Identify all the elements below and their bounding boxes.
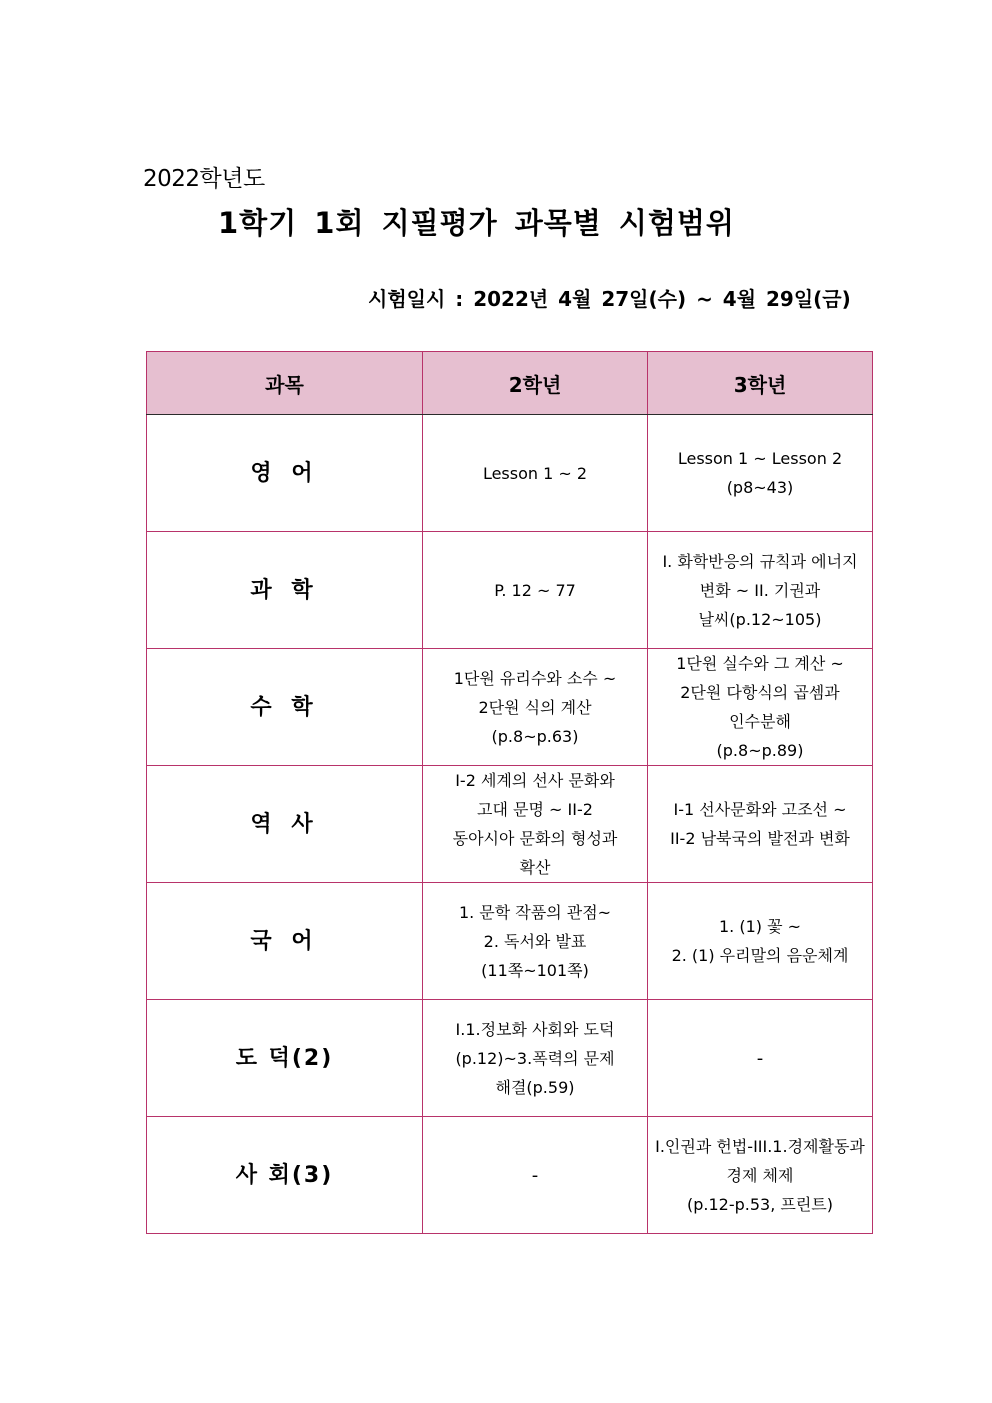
grade3-cell: [648, 1000, 873, 1117]
table-row: [147, 766, 873, 883]
grade2-text: -: [531, 1164, 539, 1186]
grade3-cell: [648, 532, 873, 649]
table-row: [147, 649, 873, 766]
table-row: [147, 532, 873, 649]
grade2-text: 1단원 유리수와 소수 ~ 2단원 식의 계산 (p.8~p.63): [453, 668, 617, 746]
grade3-text: -: [756, 1047, 764, 1069]
grade3-text: 1단원 실수와 그 계산 ~ 2단원 다항식의 곱셈과 인수분해 (p.8~p.89): [676, 654, 844, 760]
grade3-text: I. 화학반응의 규칙과 에너지 변화 ~ II. 기권과 날씨(p.12~105): [662, 551, 858, 629]
grade2-text: Lesson 1 ~ 2: [482, 463, 588, 483]
grade3-cell: [648, 649, 873, 766]
grade2-cell: [423, 532, 648, 649]
header-grade3: 3학년: [648, 352, 873, 415]
table-row: [147, 415, 873, 532]
table-header-row: [147, 352, 873, 415]
subject-cell: 과 학: [147, 532, 423, 649]
table-row: [147, 1000, 873, 1117]
grade2-cell: [423, 1117, 648, 1234]
grade2-cell: [423, 883, 648, 1000]
subject-cell: 수 학: [147, 649, 423, 766]
grade3-cell: [648, 1117, 873, 1234]
subject-cell: 사 회(3): [147, 1117, 423, 1234]
grade3-text: I-1 선사문화와 고조선 ~ II-2 남북국의 발전과 변화: [670, 800, 850, 848]
exam-date: 시험일시 : 2022년 4월 27일(수) ~ 4월 29일(금): [368, 287, 851, 311]
grade2-cell: [423, 766, 648, 883]
header-subject: 과목: [147, 352, 423, 415]
grade2-text: P. 12 ~ 77: [494, 580, 576, 600]
grade2-cell: [423, 649, 648, 766]
subject-cell: 국 어: [147, 883, 423, 1000]
grade3-cell: [648, 883, 873, 1000]
header-grade2: 2학년: [423, 352, 648, 415]
grade2-text: I.1.정보화 사회와 도덕 (p.12)~3.폭력의 문제 해결(p.59): [455, 1019, 615, 1097]
table-row: [147, 883, 873, 1000]
grade3-text: Lesson 1 ~ Lesson 2 (p8~43): [677, 449, 843, 497]
subject-cell: 도 덕(2): [147, 1000, 423, 1117]
year-label: 2022학년도: [143, 166, 265, 192]
exam-range-table: [146, 351, 873, 1234]
grade2-cell: [423, 1000, 648, 1117]
grade2-text: 1. 문학 작품의 관점~ 2. 독서와 발표 (11쪽~101쪽): [458, 902, 612, 980]
subject-cell: 영 어: [147, 415, 423, 532]
subject-cell: 역 사: [147, 766, 423, 883]
grade3-text: I.인권과 헌법-III.1.경제활동과 경제 체제 (p.12-p.53, 프린트): [655, 1136, 865, 1214]
grade3-cell: [648, 766, 873, 883]
grade2-cell: [423, 415, 648, 532]
page-title: 1학기 1회 지필평가 과목별 시험범위: [218, 206, 735, 240]
grade3-text: 1. (1) 꽃 ~ 2. (1) 우리말의 음운체계: [671, 917, 849, 965]
grade3-cell: [648, 415, 873, 532]
grade2-text: I-2 세계의 선사 문화와 고대 문명 ~ II-2 동아시아 문화의 형성과 확산: [452, 771, 618, 877]
table-row: [147, 1117, 873, 1234]
